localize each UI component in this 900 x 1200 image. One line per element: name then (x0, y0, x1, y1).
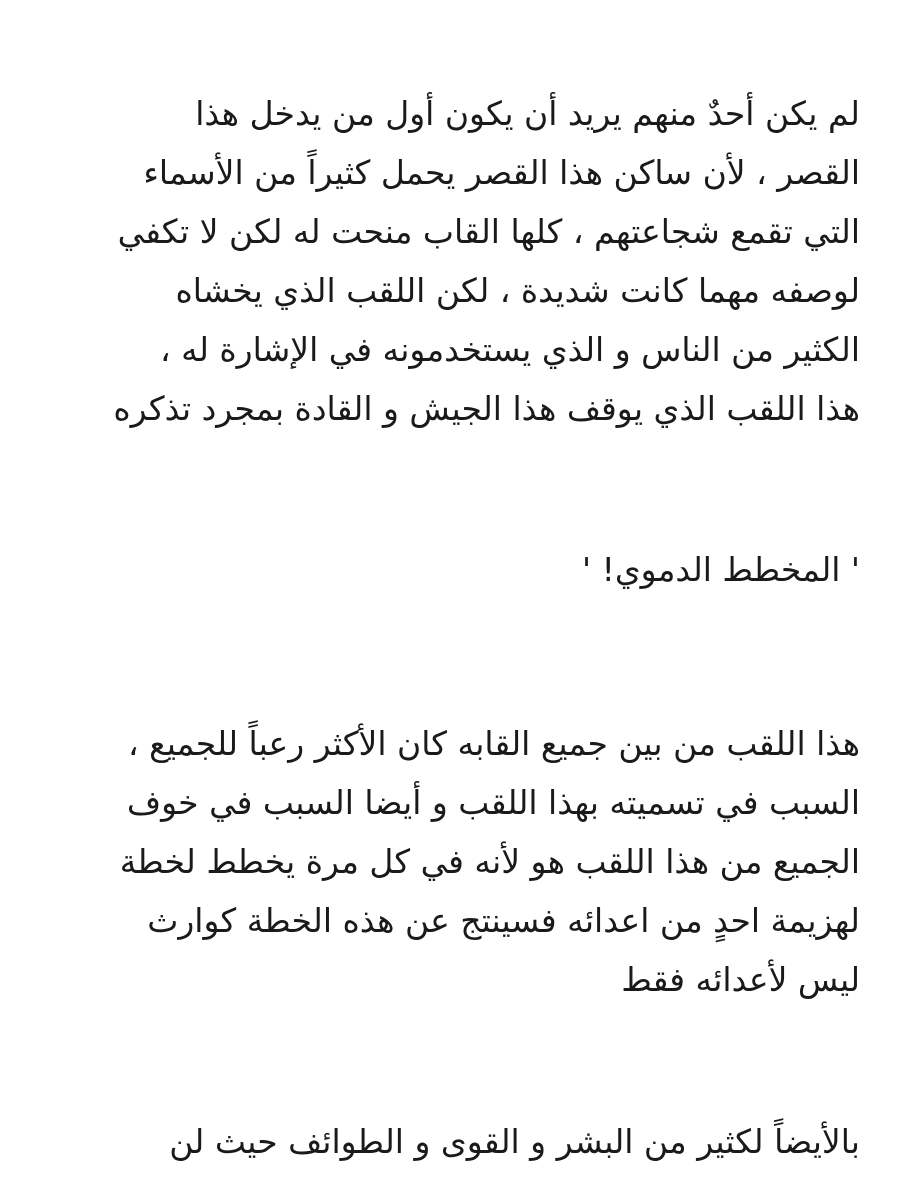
text-line: هذا اللقب من بين جميع القابه كان الأكثر رعباً للجميع ، (128, 724, 860, 763)
paragraph-3 (30, 1112, 860, 1171)
text-line: لم يكن أحدٌ منهم يريد أن يكون أول من يدخل هذا (195, 94, 860, 133)
text-line: الكثير من الناس و الذي يستخدمونه في الإشارة له ، (159, 330, 860, 369)
text-line: السبب في تسميته بهذا اللقب و أيضا السبب في خوف (126, 783, 860, 822)
paragraph-1 (30, 84, 860, 438)
text-line: التي تقمع شجاعتهم ، كلها القاب منحت له لكن لا تكفي (117, 212, 860, 251)
paragraph-2 (30, 714, 860, 1009)
text-line: الجميع من هذا اللقب هو لأنه في كل مرة يخطط لخطة (119, 842, 860, 881)
text-line: ليس لأعدائه فقط (621, 960, 860, 999)
text-line: لوصفه مهما كانت شديدة ، لكن اللقب الذي يخشاه (175, 271, 860, 310)
text-line: لهزيمة احدٍ من اعدائه فسينتج عن هذه الخطة كوارث (147, 901, 860, 940)
text-line: بالأيضاً لكثير من البشر و القوى و الطوائف حيث لن (169, 1122, 860, 1161)
title-quote-paragraph (30, 540, 860, 599)
title-quote: ' المخطط الدموي! ' (582, 550, 860, 589)
text-line: هذا اللقب الذي يوقف هذا الجيش و القادة بمجرد تذكره (113, 389, 860, 428)
text-line: القصر ، لأن ساكن هذا القصر يحمل كثيراً من الأسماء (143, 153, 860, 192)
